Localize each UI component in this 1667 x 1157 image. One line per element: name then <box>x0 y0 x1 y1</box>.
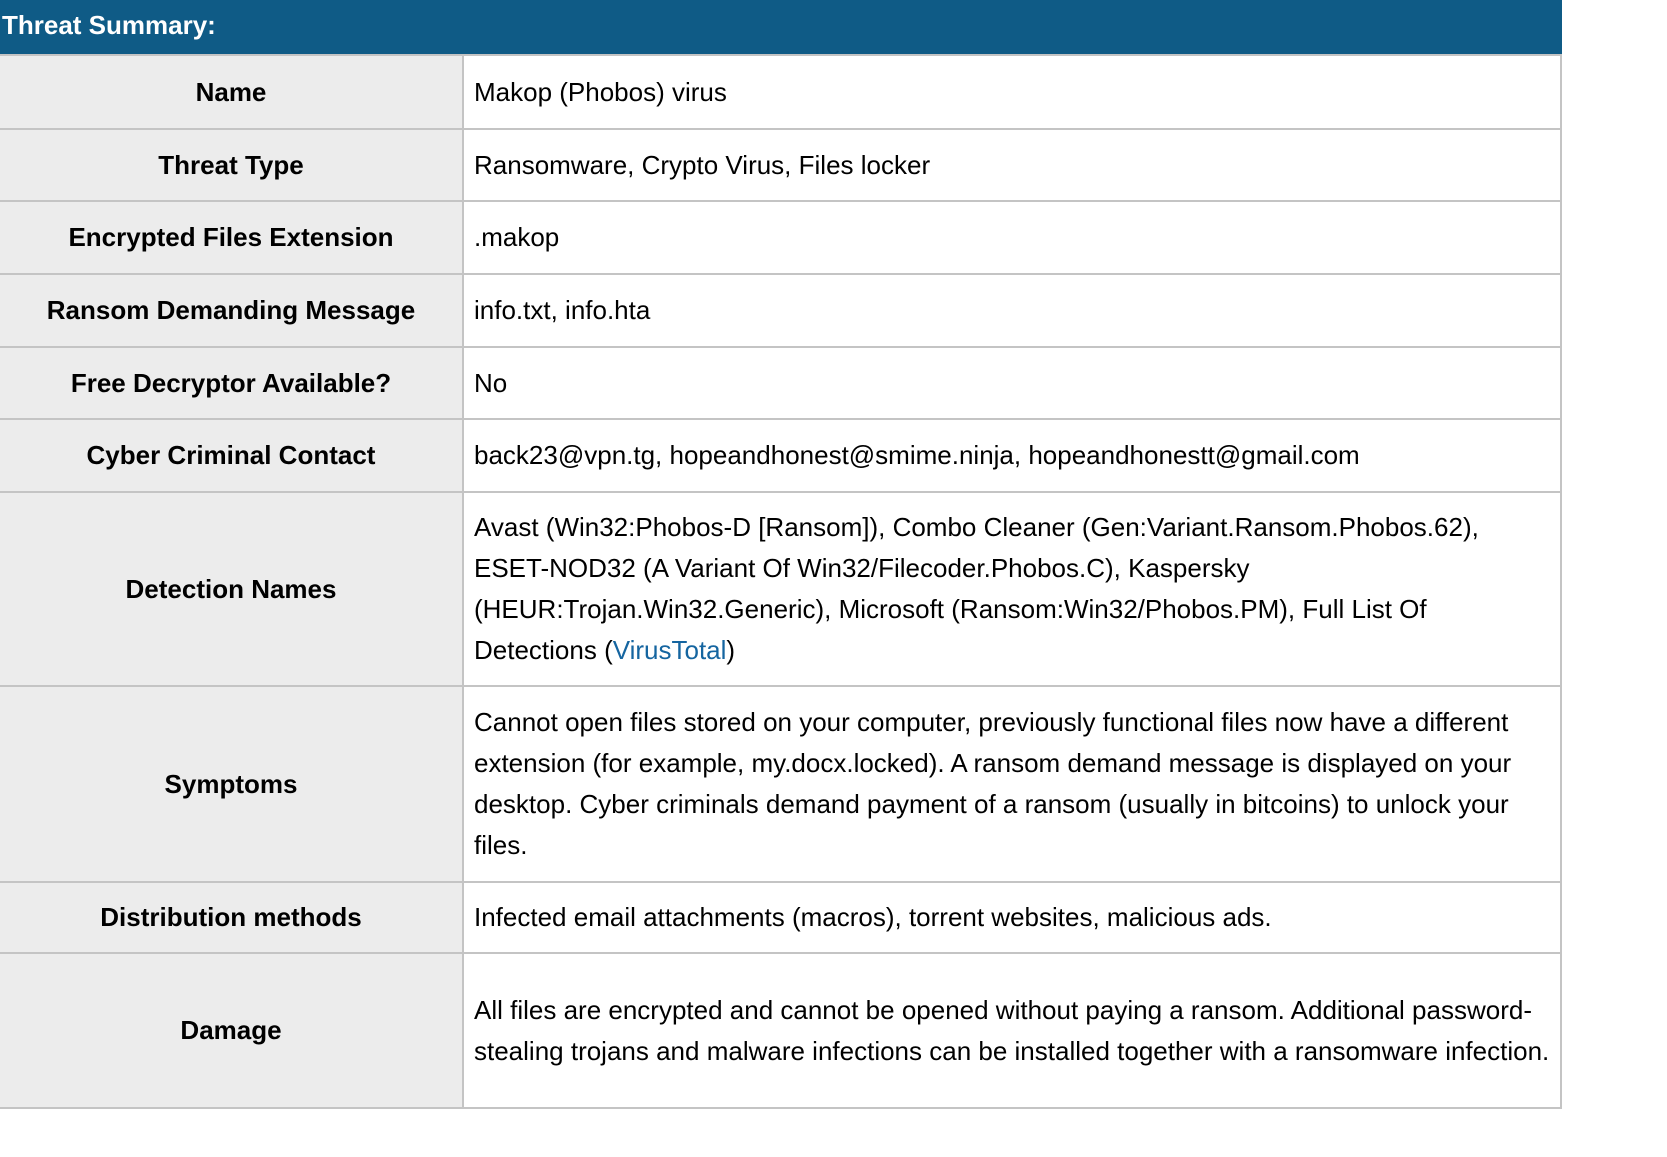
row-label-ransom-message: Ransom Demanding Message <box>0 274 463 347</box>
table-row <box>0 347 1561 419</box>
table-row <box>0 686 1561 882</box>
table-row <box>0 201 1561 274</box>
row-label-distribution: Distribution methods <box>0 882 463 953</box>
detection-names-suffix: ) <box>726 635 736 665</box>
table-row <box>0 55 1561 129</box>
threat-summary-header: Threat Summary: <box>0 0 1562 54</box>
row-label-threat-type: Threat Type <box>0 129 463 201</box>
row-label-contact: Cyber Criminal Contact <box>0 419 463 492</box>
table-row <box>0 419 1561 492</box>
row-label-symptoms: Symptoms <box>0 686 463 882</box>
row-value-ransom-message: info.txt, info.hta <box>463 274 1561 347</box>
row-value-threat-type: Ransomware, Crypto Virus, Files locker <box>463 129 1561 201</box>
table-row <box>0 274 1561 347</box>
row-value-decryptor: No <box>463 347 1561 419</box>
row-label-detection: Detection Names <box>0 492 463 686</box>
row-value-distribution: Infected email attachments (macros), torrent websites, malicious ads. <box>463 882 1561 953</box>
threat-summary-table <box>0 54 1562 1109</box>
row-value-damage: All files are encrypted and cannot be opened without paying a ransom. Additional password-stealing trojans and malware infections can be installed together with a ransomware infection. <box>463 953 1561 1108</box>
row-value-symptoms: Cannot open files stored on your computer, previously functional files now have a different extension (for example, my.docx.locked). A ransom demand message is displayed on your desktop. Cyber criminals demand payment of a ransom (usually in bitcoins) to unlock your files. <box>463 686 1561 882</box>
table-row <box>0 129 1561 201</box>
table-row <box>0 882 1561 953</box>
row-label-extension: Encrypted Files Extension <box>0 201 463 274</box>
table-row <box>0 953 1561 1108</box>
row-label-damage: Damage <box>0 953 463 1108</box>
row-label-name: Name <box>0 55 463 129</box>
table-row <box>0 492 1561 686</box>
virustotal-link[interactable]: VirusTotal <box>612 635 727 665</box>
row-value-extension: .makop <box>463 201 1561 274</box>
row-value-contact: back23@vpn.tg, hopeandhonest@smime.ninja, hopeandhonestt@gmail.com <box>463 419 1561 492</box>
row-value-name: Makop (Phobos) virus <box>463 55 1561 129</box>
detection-names-text: Avast (Win32:Phobos-D [Ransom]), Combo Cleaner (Gen:Variant.Ransom.Phobos.62), ESET-NOD32 (A Variant Of Win32/Filecoder.Phobos.C), Kaspersky (HEUR:Trojan.Win32.Generic), Microsoft (Ransom:Win32/Phobos.PM), Full List Of Detections ( <box>474 512 1479 665</box>
row-label-decryptor: Free Decryptor Available? <box>0 347 463 419</box>
row-value-detection <box>463 492 1561 686</box>
